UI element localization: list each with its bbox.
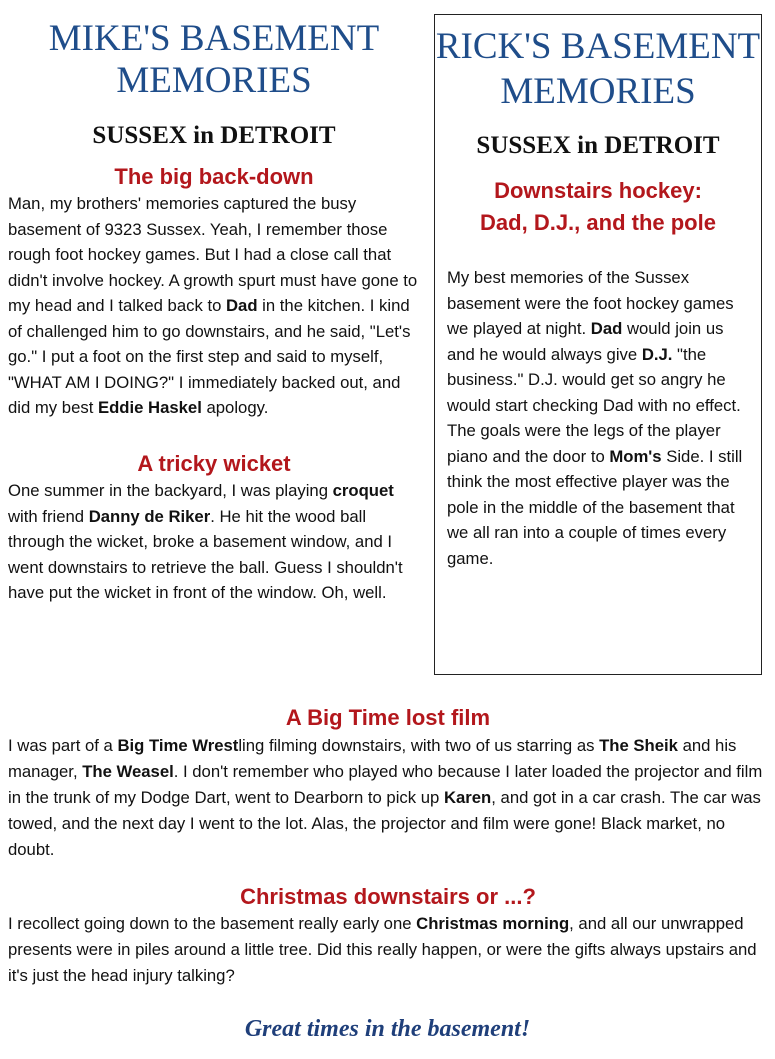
text-run: Man, my brothers' memories captured the busy basement of 9323 Sussex. Yeah, I remember those rough foot hockey games. But I had a close call that didn't involve hockey. A growth spurt must have gone to my head and I talked back to	[8, 194, 418, 316]
bold-name: Big Time Wrest	[117, 735, 239, 755]
section-title-big-back-down: The big back-down	[114, 163, 314, 189]
text-run: I recollect going down to the basement really early one	[8, 914, 417, 934]
ricks-title: RICK'S BASEMENT MEMORIES	[435, 26, 761, 113]
section-title-tricky-wicket: A tricky wicket	[137, 450, 291, 476]
bold-name: Eddie Haskel	[97, 398, 202, 418]
text-run: ling filming downstairs, with two of us starring as	[238, 735, 600, 755]
text-run: in the kitchen. I kind of challenged him to go downstairs, and he said, "Let's go." I put a foot on the first step and said to myself, "WHAT AM I DOING?" I immediately backed out, and did my best	[8, 296, 411, 418]
bold-name: The Weasel	[82, 761, 174, 781]
section-body-christmas	[8, 911, 768, 989]
bold-name: Dad	[590, 319, 623, 339]
bold-name: D.J.	[641, 344, 673, 364]
section-title-downstairs-hockey	[435, 175, 761, 239]
mikes-subtitle: SUSSEX in DETROIT	[92, 121, 336, 149]
bold-name: Dad	[226, 296, 258, 316]
section-body-big-back-down	[8, 191, 420, 421]
text-run: My best memories of the Sussex basement were the foot hockey games we played at night.	[447, 268, 734, 339]
text-run: would join us and he would always give	[447, 319, 724, 364]
ricks-sidebar-box	[434, 14, 762, 675]
bottom-section	[8, 703, 768, 989]
text-run: with friend	[8, 506, 89, 526]
text-run: apology.	[201, 398, 269, 418]
section-title-lost-film: A Big Time lost film	[285, 705, 491, 730]
title-line: Dad, D.J., and the pole	[480, 210, 716, 236]
mikes-title: MIKE'S BASEMENT MEMORIES	[48, 18, 380, 101]
section-body-lost-film	[8, 733, 768, 863]
text-run: , and all our unwrapped presents were in piles around a little tree. Did this really happen, or were the gifts always upstairs and it's just the head injury talking?	[8, 914, 757, 986]
text-run: and his manager,	[8, 735, 737, 781]
ricks-subtitle: SUSSEX in DETROIT	[476, 132, 720, 160]
text-run: Side. I still think the most effective player was the pole in the middle of the basement that we all ran into a couple of times every game.	[447, 446, 743, 568]
bold-name: Christmas morning	[416, 914, 570, 934]
closing-tagline: Great times in the basement!	[244, 1016, 531, 1042]
title-line: Downstairs hockey:	[494, 178, 702, 204]
section-body-tricky-wicket	[8, 478, 420, 606]
bold-name: Mom's	[609, 446, 662, 466]
text-run: I was part of a	[8, 735, 118, 755]
bold-name: The Sheik	[599, 735, 678, 755]
bold-name: Karen	[443, 787, 492, 807]
text-run: , and got in a car crash. The car was towed, and the next day I went to the lot. Alas, the projector and film were gone! Black market, no doubt.	[8, 787, 761, 859]
text-run: . He hit the wood ball through the wicket, broke a basement window, and I went downstairs to retrieve the ball. Guess I shouldn't have put the wicket in front of the window. Oh, well.	[8, 506, 403, 603]
bold-name: Danny de Riker	[88, 506, 211, 526]
section-title-christmas: Christmas downstairs or ...?	[240, 883, 536, 909]
mikes-column	[8, 14, 420, 606]
text-run: One summer in the backyard, I was playing	[8, 481, 333, 501]
section-body-downstairs-hockey	[435, 265, 761, 571]
text-run: "the business." D.J. would get so angry he would start checking Dad with no effect. The goals were the legs of the player piano and the door to	[447, 344, 741, 466]
bold-name: croquet	[332, 481, 394, 501]
text-run: . I don't remember who played who because I later loaded the projector and film in the trunk of my Dodge Dart, went to Dearborn to pick up	[8, 761, 763, 807]
